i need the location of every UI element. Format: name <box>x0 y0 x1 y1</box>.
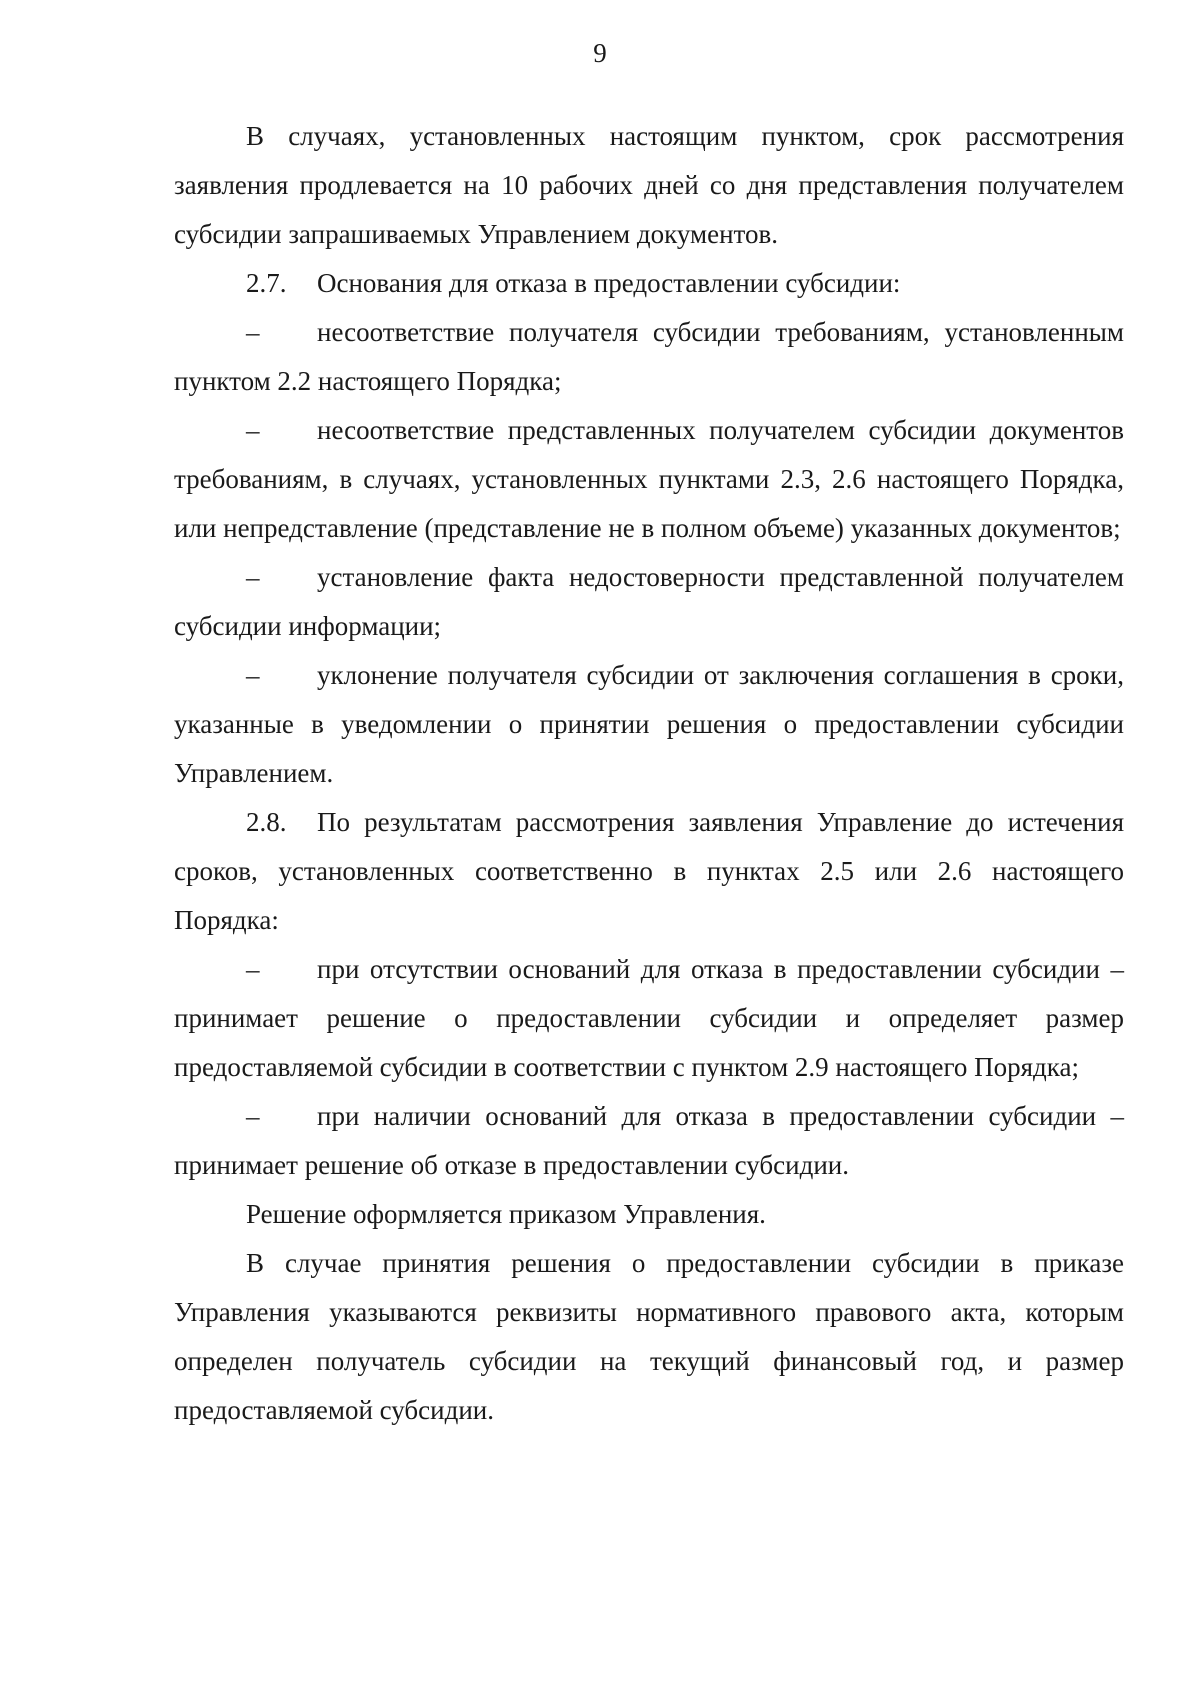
dash-marker: – <box>246 660 260 690</box>
clause-2-8 <box>174 798 1124 945</box>
refusal-ground-item <box>174 553 1124 651</box>
dash-marker: – <box>246 562 260 592</box>
paragraph-text: Решение оформляется приказом Управления. <box>246 1199 766 1229</box>
document-body <box>174 112 1124 1435</box>
paragraph-text: В случаях, установленных настоящим пунктом, срок рассмотрения заявления продлевается на 10 рабочих дней со дня представления получателем субсидии запрашиваемых Управлением документов. <box>174 121 1124 249</box>
list-item-text: несоответствие представленных получателем субсидии документов требованиям, в случаях, установленных пунктами 2.3, 2.6 настоящего Порядка, или непредставление (представление не в полном объеме) указанных документов; <box>174 415 1124 543</box>
list-item-text: установление факта недостоверности представленной получателем субсидии информации; <box>174 562 1124 641</box>
clause-text: По результатам рассмотрения заявления Управление до истечения сроков, установленных соответственно в пунктах 2.5 или 2.6 настоящего Порядка: <box>174 807 1124 935</box>
refusal-ground-item <box>174 406 1124 553</box>
decision-item <box>174 945 1124 1092</box>
list-item-text: при отсутствии оснований для отказа в предоставлении субсидии – принимает решение о предоставлении субсидии и определяет размер предоставляемой субсидии в соответствии с пунктом 2.9 настоящего Порядка; <box>174 954 1124 1082</box>
clause-number: 2.7. <box>246 268 287 298</box>
refusal-ground-item <box>174 308 1124 406</box>
list-item-text: при наличии оснований для отказа в предоставлении субсидии – принимает решение об отказе в предоставлении субсидии. <box>174 1101 1124 1180</box>
clause-number: 2.8. <box>246 807 287 837</box>
list-item-text: уклонение получателя субсидии от заключения соглашения в сроки, указанные в уведомлении о принятии решения о предоставлении субсидии Управлением. <box>174 660 1124 788</box>
dash-marker: – <box>246 954 260 984</box>
page-number: 9 <box>593 38 607 68</box>
paragraph-decision-form <box>174 1190 1124 1239</box>
paragraph-text: В случае принятия решения о предоставлении субсидии в приказе Управления указываются реквизиты нормативного правового акта, которым определен получатель субсидии на текущий финансовый год, и размер предоставляемой субсидии. <box>174 1248 1124 1425</box>
paragraph-order-details <box>174 1239 1124 1435</box>
clause-text: Основания для отказа в предоставлении субсидии: <box>317 268 901 298</box>
decision-item <box>174 1092 1124 1190</box>
dash-marker: – <box>246 317 260 347</box>
refusal-ground-item <box>174 651 1124 798</box>
list-item-text: несоответствие получателя субсидии требованиям, установленным пунктом 2.2 настоящего Порядка; <box>174 317 1124 396</box>
dash-marker: – <box>246 1101 260 1131</box>
dash-marker: – <box>246 415 260 445</box>
paragraph-extension-note <box>174 112 1124 259</box>
clause-2-7 <box>174 259 1124 308</box>
